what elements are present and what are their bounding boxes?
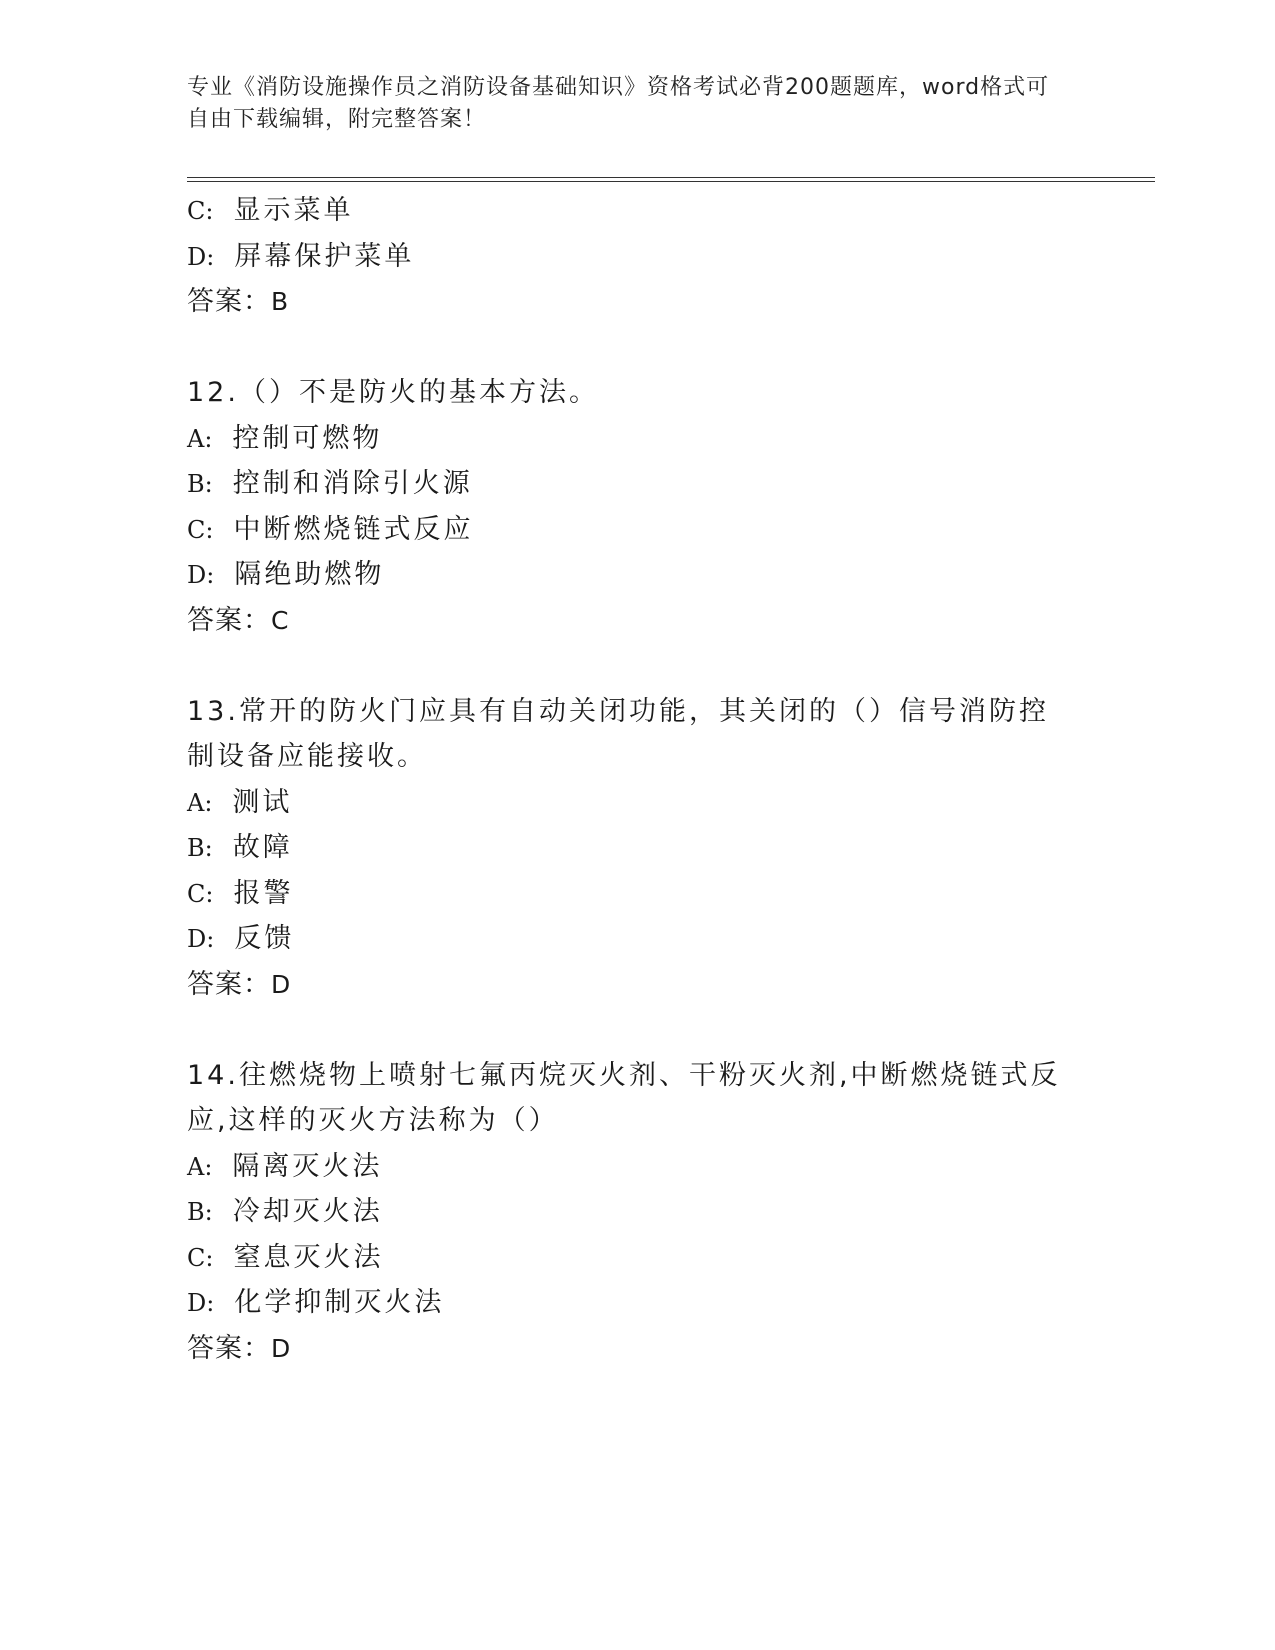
question-stem: 14.往燃烧物上喷射七氟丙烷灭火剂、干粉灭火剂,中断燃烧链式反应,这样的灭火方法称为（） — [187, 1059, 1061, 1136]
option-c: C: 窒息灭火法 — [187, 1241, 384, 1273]
page-header — [187, 72, 1067, 136]
option-c: C: 报警 — [187, 877, 294, 909]
question-list — [187, 188, 1087, 1371]
question-11-continued — [187, 188, 1087, 325]
header-text: 专业《消防设施操作员之消防设备基础知识》资格考试必背200题题库，word格式可自由下载编辑，附完整答案！ — [187, 75, 1050, 132]
option-c: C: 显示菜单 — [187, 195, 354, 226]
question-14 — [187, 1053, 1087, 1372]
question-13 — [187, 689, 1087, 1008]
answer-line: 答案：B — [187, 286, 290, 317]
question-12 — [187, 370, 1087, 643]
option-a: A: 隔离灭火法 — [187, 1150, 383, 1182]
option-d: D: 反馈 — [187, 923, 295, 954]
option-a: A: 测试 — [187, 786, 293, 818]
answer-line: 答案：C — [187, 604, 290, 636]
question-stem: 13.常开的防火门应具有自动关闭功能，其关闭的（）信号消防控制设备应能接收。 — [187, 695, 1049, 772]
option-b: B: 控制和消除引火源 — [187, 468, 473, 499]
option-b: B: 故障 — [187, 832, 293, 863]
answer-value: D — [271, 1333, 292, 1363]
option-d: D: 隔绝助燃物 — [187, 559, 385, 590]
option-c: C: 中断燃烧链式反应 — [187, 513, 474, 545]
option-a: A: 控制可燃物 — [187, 422, 383, 454]
option-d: D: 屏幕保护菜单 — [187, 240, 415, 272]
question-stem: 12.（）不是防火的基本方法。 — [187, 377, 599, 408]
answer-value: C — [271, 605, 290, 635]
option-d: D: 化学抑制灭火法 — [187, 1287, 445, 1318]
answer-line: 答案：D — [187, 968, 292, 1000]
answer-value: D — [271, 969, 292, 999]
option-b: B: 冷却灭火法 — [187, 1196, 383, 1227]
answer-line: 答案：D — [187, 1332, 292, 1364]
header-divider — [187, 177, 1155, 182]
answer-value: B — [271, 287, 290, 316]
